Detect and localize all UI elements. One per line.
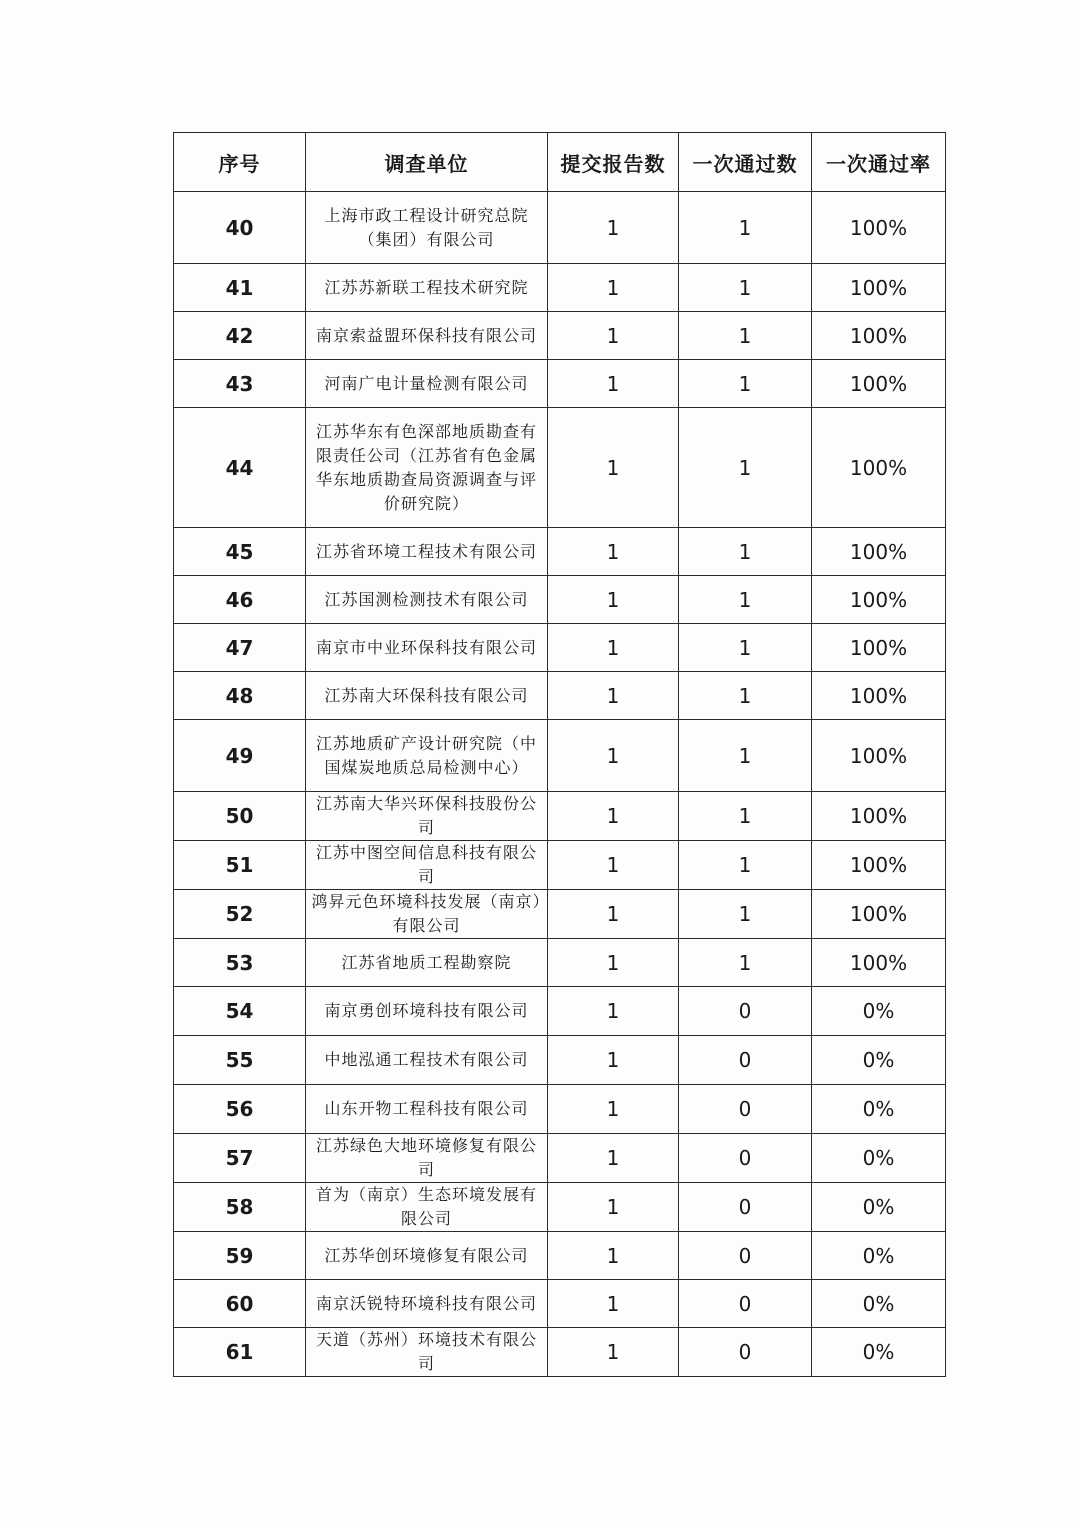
table-header — [174, 133, 946, 192]
rate-cell: 100% — [812, 792, 946, 841]
seq-cell: 43 — [174, 360, 306, 408]
table-row — [174, 1036, 946, 1085]
passed-cell: 1 — [679, 528, 812, 576]
rate-cell: 0% — [812, 1085, 946, 1134]
passed-cell: 0 — [679, 1232, 812, 1280]
unit-cell: 江苏南大华兴环保科技股份公司 — [306, 792, 548, 841]
seq-cell: 44 — [174, 408, 306, 528]
survey-results-table — [173, 132, 946, 1377]
passed-cell: 1 — [679, 624, 812, 672]
table-row — [174, 1280, 946, 1328]
passed-cell: 1 — [679, 408, 812, 528]
header-seq: 序号 — [174, 133, 306, 192]
passed-cell: 0 — [679, 987, 812, 1036]
passed-cell: 1 — [679, 792, 812, 841]
unit-cell: 南京索益盟环保科技有限公司 — [306, 312, 548, 360]
rate-cell: 100% — [812, 576, 946, 624]
table-row — [174, 264, 946, 312]
seq-cell: 42 — [174, 312, 306, 360]
table-body — [174, 192, 946, 1377]
passed-cell: 1 — [679, 672, 812, 720]
table-row — [174, 1232, 946, 1280]
header-row — [174, 133, 946, 192]
seq-cell: 61 — [174, 1328, 306, 1377]
passed-cell: 1 — [679, 890, 812, 939]
table-row — [174, 1134, 946, 1183]
header-rate: 一次通过率 — [812, 133, 946, 192]
seq-cell: 54 — [174, 987, 306, 1036]
submitted-cell: 1 — [548, 528, 679, 576]
rate-cell: 100% — [812, 720, 946, 792]
unit-cell: 江苏省环境工程技术有限公司 — [306, 528, 548, 576]
submitted-cell: 1 — [548, 1134, 679, 1183]
unit-cell: 上海市政工程设计研究总院（集团）有限公司 — [306, 192, 548, 264]
header-passed: 一次通过数 — [679, 133, 812, 192]
seq-cell: 48 — [174, 672, 306, 720]
seq-cell: 49 — [174, 720, 306, 792]
unit-cell: 江苏南大环保科技有限公司 — [306, 672, 548, 720]
table-row — [174, 672, 946, 720]
rate-cell: 100% — [812, 264, 946, 312]
submitted-cell: 1 — [548, 1232, 679, 1280]
submitted-cell: 1 — [548, 1280, 679, 1328]
table-row — [174, 312, 946, 360]
table-row — [174, 624, 946, 672]
submitted-cell: 1 — [548, 312, 679, 360]
passed-cell: 0 — [679, 1280, 812, 1328]
rate-cell: 100% — [812, 672, 946, 720]
seq-cell: 45 — [174, 528, 306, 576]
submitted-cell: 1 — [548, 624, 679, 672]
rate-cell: 100% — [812, 841, 946, 890]
rate-cell: 0% — [812, 1328, 946, 1377]
passed-cell: 0 — [679, 1036, 812, 1085]
seq-cell: 59 — [174, 1232, 306, 1280]
rate-cell: 100% — [812, 939, 946, 987]
table-row — [174, 1183, 946, 1232]
rate-cell: 100% — [812, 890, 946, 939]
table-row — [174, 1328, 946, 1377]
submitted-cell: 1 — [548, 360, 679, 408]
unit-cell: 江苏中图空间信息科技有限公司 — [306, 841, 548, 890]
unit-cell: 江苏苏新联工程技术研究院 — [306, 264, 548, 312]
submitted-cell: 1 — [548, 939, 679, 987]
unit-cell: 江苏华创环境修复有限公司 — [306, 1232, 548, 1280]
rate-cell: 100% — [812, 624, 946, 672]
passed-cell: 1 — [679, 720, 812, 792]
unit-cell: 鸿昇元色环境科技发展（南京）有限公司 — [306, 890, 548, 939]
table-row — [174, 576, 946, 624]
table-row — [174, 1085, 946, 1134]
rate-cell: 100% — [812, 360, 946, 408]
seq-cell: 53 — [174, 939, 306, 987]
seq-cell: 47 — [174, 624, 306, 672]
seq-cell: 56 — [174, 1085, 306, 1134]
submitted-cell: 1 — [548, 192, 679, 264]
passed-cell: 1 — [679, 576, 812, 624]
table-row — [174, 792, 946, 841]
rate-cell: 100% — [812, 192, 946, 264]
table-row — [174, 939, 946, 987]
submitted-cell: 1 — [548, 576, 679, 624]
unit-cell: 江苏华东有色深部地质勘查有限责任公司（江苏省有色金属华东地质勘查局资源调查与评价研究院） — [306, 408, 548, 528]
passed-cell: 0 — [679, 1183, 812, 1232]
passed-cell: 0 — [679, 1085, 812, 1134]
header-unit: 调查单位 — [306, 133, 548, 192]
table-row — [174, 360, 946, 408]
rate-cell: 0% — [812, 1036, 946, 1085]
unit-cell: 南京勇创环境科技有限公司 — [306, 987, 548, 1036]
submitted-cell: 1 — [548, 1328, 679, 1377]
header-submitted: 提交报告数 — [548, 133, 679, 192]
rate-cell: 100% — [812, 408, 946, 528]
seq-cell: 60 — [174, 1280, 306, 1328]
seq-cell: 57 — [174, 1134, 306, 1183]
table-row — [174, 528, 946, 576]
seq-cell: 55 — [174, 1036, 306, 1085]
rate-cell: 0% — [812, 987, 946, 1036]
passed-cell: 0 — [679, 1134, 812, 1183]
rate-cell: 100% — [812, 528, 946, 576]
seq-cell: 51 — [174, 841, 306, 890]
passed-cell: 1 — [679, 360, 812, 408]
unit-cell: 河南广电计量检测有限公司 — [306, 360, 548, 408]
unit-cell: 南京市中业环保科技有限公司 — [306, 624, 548, 672]
rate-cell: 100% — [812, 312, 946, 360]
submitted-cell: 1 — [548, 890, 679, 939]
submitted-cell: 1 — [548, 264, 679, 312]
unit-cell: 山东开物工程科技有限公司 — [306, 1085, 548, 1134]
rate-cell: 0% — [812, 1232, 946, 1280]
unit-cell: 首为（南京）生态环境发展有限公司 — [306, 1183, 548, 1232]
unit-cell: 中地泓通工程技术有限公司 — [306, 1036, 548, 1085]
submitted-cell: 1 — [548, 672, 679, 720]
seq-cell: 50 — [174, 792, 306, 841]
seq-cell: 46 — [174, 576, 306, 624]
passed-cell: 0 — [679, 1328, 812, 1377]
submitted-cell: 1 — [548, 1036, 679, 1085]
passed-cell: 1 — [679, 264, 812, 312]
unit-cell: 天道（苏州）环境技术有限公司 — [306, 1328, 548, 1377]
table-row — [174, 720, 946, 792]
passed-cell: 1 — [679, 312, 812, 360]
passed-cell: 1 — [679, 841, 812, 890]
passed-cell: 1 — [679, 192, 812, 264]
table-row — [174, 841, 946, 890]
passed-cell: 1 — [679, 939, 812, 987]
seq-cell: 52 — [174, 890, 306, 939]
unit-cell: 江苏国测检测技术有限公司 — [306, 576, 548, 624]
unit-cell: 江苏绿色大地环境修复有限公司 — [306, 1134, 548, 1183]
submitted-cell: 1 — [548, 841, 679, 890]
unit-cell: 南京沃锐特环境科技有限公司 — [306, 1280, 548, 1328]
seq-cell: 58 — [174, 1183, 306, 1232]
seq-cell: 40 — [174, 192, 306, 264]
rate-cell: 0% — [812, 1183, 946, 1232]
table-row — [174, 192, 946, 264]
table-row — [174, 408, 946, 528]
submitted-cell: 1 — [548, 792, 679, 841]
submitted-cell: 1 — [548, 987, 679, 1036]
submitted-cell: 1 — [548, 1183, 679, 1232]
submitted-cell: 1 — [548, 720, 679, 792]
rate-cell: 0% — [812, 1134, 946, 1183]
unit-cell: 江苏省地质工程勘察院 — [306, 939, 548, 987]
rate-cell: 0% — [812, 1280, 946, 1328]
table-row — [174, 987, 946, 1036]
submitted-cell: 1 — [548, 408, 679, 528]
unit-cell: 江苏地质矿产设计研究院（中国煤炭地质总局检测中心） — [306, 720, 548, 792]
submitted-cell: 1 — [548, 1085, 679, 1134]
table-row — [174, 890, 946, 939]
seq-cell: 41 — [174, 264, 306, 312]
